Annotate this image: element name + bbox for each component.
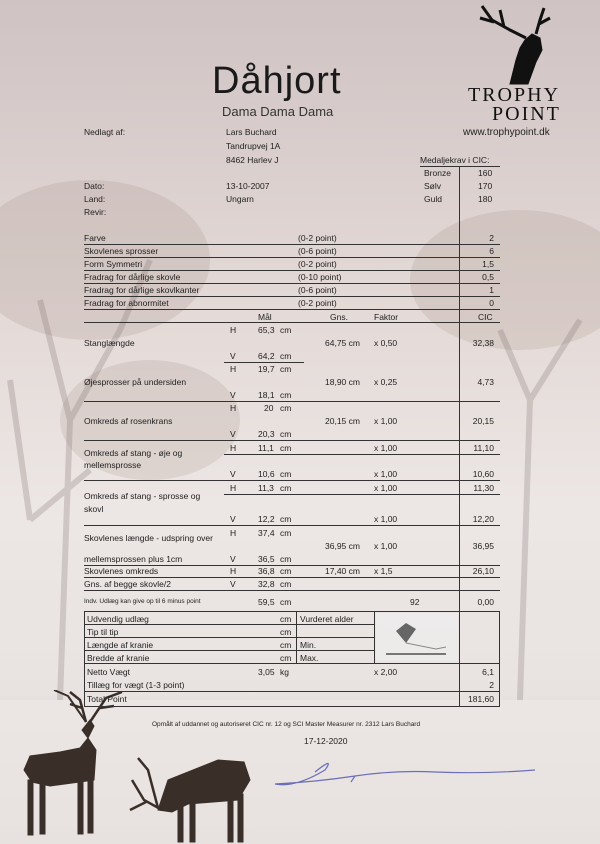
measure-label-cont: skovl bbox=[84, 504, 104, 514]
measure-label-cont: mellemsprosse bbox=[84, 460, 142, 470]
cic-value: 11,10 bbox=[473, 443, 494, 453]
unit: cm bbox=[280, 554, 292, 564]
unit: cm bbox=[280, 443, 292, 453]
min-label: Min. bbox=[300, 640, 317, 650]
score-range: (0-6 point) bbox=[298, 285, 337, 295]
cic-value: 0,00 bbox=[477, 597, 494, 607]
netto-cic: 6,1 bbox=[482, 667, 494, 677]
gns-value: 36,95 cm bbox=[325, 541, 360, 551]
hv-label: H bbox=[230, 364, 237, 374]
cic-value: 4,73 bbox=[477, 377, 494, 387]
hv-label: H bbox=[230, 483, 237, 493]
grazing-deer-illustration bbox=[128, 750, 258, 844]
netto-value: 3,05 bbox=[258, 667, 275, 677]
h-value: 19,7 bbox=[258, 364, 275, 374]
max-label: Max. bbox=[300, 653, 319, 663]
vurderet-label: Vurderet alder bbox=[300, 614, 354, 624]
score-range: (0-6 point) bbox=[298, 246, 337, 256]
total-label: Total Point bbox=[87, 694, 127, 704]
cic-value: 11,30 bbox=[473, 483, 494, 493]
hv-label: V bbox=[230, 351, 236, 361]
hv-label: V bbox=[230, 469, 236, 479]
unit: cm bbox=[280, 483, 292, 493]
faktor-value: x 1,00 bbox=[374, 541, 398, 551]
measurer-note: Opmålt af uddannet og autoriseret CIC nr. 12 og SCI Master Measurer nr. 2312 Lars Buchard bbox=[152, 721, 421, 728]
faktor-value: x 0,25 bbox=[374, 377, 398, 387]
col-maal: Mål bbox=[258, 312, 272, 322]
score-value: 0,5 bbox=[482, 272, 494, 282]
standing-deer-illustration bbox=[10, 690, 140, 840]
unit: cm bbox=[280, 566, 292, 576]
hv-label: V bbox=[230, 579, 236, 589]
faktor-value: x 1,00 bbox=[374, 469, 398, 479]
h-value: 37,4 bbox=[258, 528, 275, 538]
faktor-value: x 1,00 bbox=[374, 514, 398, 524]
score-value: 0 bbox=[489, 298, 494, 308]
medal-silver-value: 170 bbox=[478, 181, 493, 191]
tillaeg-value: 2 bbox=[489, 680, 494, 690]
score-value: 1,5 bbox=[482, 259, 494, 269]
h-value: 11,3 bbox=[258, 483, 274, 493]
unit: cm bbox=[280, 429, 292, 439]
cic-value: 32,38 bbox=[472, 338, 494, 348]
cic-value: 10,60 bbox=[472, 469, 494, 479]
extra-label: Bredde af kranie bbox=[87, 653, 150, 663]
unit: cm bbox=[280, 351, 292, 361]
gns-value: 18,90 cm bbox=[325, 377, 360, 387]
v-value: 64,2 bbox=[258, 351, 275, 361]
faktor-value: x 1,00 bbox=[374, 416, 398, 426]
measure-label: Omkreds af stang - øje og bbox=[84, 448, 183, 458]
signature-scribble bbox=[255, 752, 545, 792]
measure-label: Skovlenes længde - udspring over bbox=[84, 533, 213, 543]
score-value: 6 bbox=[489, 246, 494, 256]
hv-label: H bbox=[230, 566, 237, 576]
stag-logo-icon bbox=[470, 0, 560, 85]
col-cic: CIC bbox=[478, 312, 493, 322]
medal-bronze-label: Bronze bbox=[424, 168, 451, 178]
v-value: 10,6 bbox=[258, 469, 275, 479]
dato-value: 13-10-2007 bbox=[226, 181, 270, 191]
cic-value: 20,15 bbox=[472, 416, 494, 426]
score-label: Fradrag for abnormitet bbox=[84, 298, 169, 308]
unit: cm bbox=[280, 469, 292, 479]
hv-label: V bbox=[230, 390, 236, 400]
h-value: 20 bbox=[264, 403, 274, 413]
gns-value: 20,15 cm bbox=[325, 416, 360, 426]
nedlagt-label: Nedlagt af: bbox=[84, 127, 126, 137]
unit: cm bbox=[280, 579, 292, 589]
score-range: (0-2 point) bbox=[298, 298, 337, 308]
col-gns: Gns. bbox=[330, 312, 348, 322]
v-value: 36,5 bbox=[258, 554, 275, 564]
faktor-value: x 1,5 bbox=[374, 566, 393, 576]
faktor-value: x 1,00 bbox=[374, 443, 398, 453]
h-value: 65,3 bbox=[258, 325, 275, 335]
v-value: 12,2 bbox=[258, 514, 275, 524]
unit: cm bbox=[280, 653, 292, 663]
measure-label: Gns. af begge skovle/2 bbox=[84, 579, 171, 589]
extra-label: Tip til tip bbox=[87, 627, 119, 637]
hv-label: H bbox=[230, 325, 237, 335]
score-label: Form Symmetri bbox=[84, 259, 143, 269]
udlaeg-percent: 92 bbox=[410, 597, 420, 607]
page-subtitle: Dama Dama Dama bbox=[222, 104, 334, 119]
measure-label: Omkreds af stang - sprosse og bbox=[84, 491, 201, 501]
hunter-city: 8462 Harlev J bbox=[226, 155, 279, 165]
h-value: 36,8 bbox=[258, 566, 275, 576]
measure-label-cont: mellemsprossen plus 1cm bbox=[84, 554, 183, 564]
hv-label: V bbox=[230, 554, 236, 564]
score-label: Fradrag for dårlige skovlkanter bbox=[84, 285, 200, 295]
unit: cm bbox=[280, 614, 292, 624]
extra-label: Udvendig udlæg bbox=[87, 614, 149, 624]
footer-date: 17-12-2020 bbox=[304, 736, 348, 746]
page-title: Dåhjort bbox=[212, 60, 342, 102]
age-chart-image bbox=[376, 613, 458, 661]
unit: cm bbox=[280, 364, 292, 374]
udlaeg-value: 59,5 bbox=[258, 597, 275, 607]
v-value: 18,1 bbox=[258, 390, 275, 400]
netto-unit: kg bbox=[280, 667, 289, 677]
medal-silver-label: Sølv bbox=[424, 181, 441, 191]
faktor-value: x 1,00 bbox=[374, 483, 398, 493]
unit: cm bbox=[280, 597, 292, 607]
gns-value: 17,40 cm bbox=[325, 566, 360, 576]
unit: cm bbox=[280, 514, 292, 524]
land-value: Ungarn bbox=[226, 194, 254, 204]
total-value: 181,60 bbox=[468, 694, 494, 704]
unit: cm bbox=[280, 640, 292, 650]
revir-label: Revir: bbox=[84, 207, 107, 217]
hv-label: H bbox=[230, 443, 237, 453]
faktor-value: x 0,50 bbox=[374, 338, 398, 348]
land-label: Land: bbox=[84, 194, 106, 204]
tillaeg-label: Tillæg for vægt (1-3 point) bbox=[87, 680, 185, 690]
unit: cm bbox=[280, 403, 292, 413]
extra-label: Længde af kranie bbox=[87, 640, 154, 650]
hv-label: H bbox=[230, 528, 237, 538]
hv-label: H bbox=[230, 403, 237, 413]
brand-url: www.trophypoint.dk bbox=[463, 127, 550, 138]
netto-faktor: x 2,00 bbox=[374, 667, 398, 677]
measure-label: Indv. Udlæg kan give op til 6 minus point bbox=[84, 598, 201, 605]
score-label: Skovlenes sprosser bbox=[84, 246, 159, 256]
col-faktor: Faktor bbox=[374, 312, 399, 322]
medal-bronze-value: 160 bbox=[478, 168, 493, 178]
h-value: 11,1 bbox=[258, 443, 274, 453]
score-value: 2 bbox=[489, 233, 494, 243]
unit: cm bbox=[280, 325, 292, 335]
score-range: (0-2 point) bbox=[298, 233, 337, 243]
v-value: 32,8 bbox=[258, 579, 275, 589]
hunter-name: Lars Buchard bbox=[226, 127, 277, 137]
medal-gold-value: 180 bbox=[478, 194, 493, 204]
measure-label: Skovlenes omkreds bbox=[84, 566, 159, 576]
unit: cm bbox=[280, 528, 292, 538]
v-value: 20,3 bbox=[258, 429, 275, 439]
hunter-street: Tandrupvej 1A bbox=[226, 141, 281, 151]
hv-label: V bbox=[230, 514, 236, 524]
score-value: 1 bbox=[489, 285, 494, 295]
unit: cm bbox=[280, 390, 292, 400]
score-range: (0-10 point) bbox=[298, 272, 342, 282]
unit: cm bbox=[280, 627, 292, 637]
score-range: (0-2 point) bbox=[298, 259, 337, 269]
score-label: Fradrag for dårlige skovle bbox=[84, 272, 181, 282]
medal-gold-label: Guld bbox=[424, 194, 442, 204]
gns-value: 64,75 cm bbox=[325, 338, 360, 348]
cic-value: 12,20 bbox=[472, 514, 494, 524]
measure-label: Omkreds af rosenkrans bbox=[84, 416, 173, 426]
measure-label: Stanglængde bbox=[84, 338, 135, 348]
cic-value: 36,95 bbox=[472, 541, 494, 551]
netto-label: Netto Vægt bbox=[87, 667, 130, 677]
hv-label: V bbox=[230, 429, 236, 439]
brand-name-line2: POINT bbox=[492, 103, 561, 125]
cic-value: 26,10 bbox=[472, 566, 494, 576]
score-label: Farve bbox=[84, 233, 106, 243]
measure-label: Øjesprosser på undersiden bbox=[84, 377, 187, 387]
medal-heading: Medaljekrav i CIC: bbox=[420, 155, 490, 165]
brand-name-line1: TROPHY bbox=[468, 84, 561, 106]
dato-label: Dato: bbox=[84, 181, 105, 191]
